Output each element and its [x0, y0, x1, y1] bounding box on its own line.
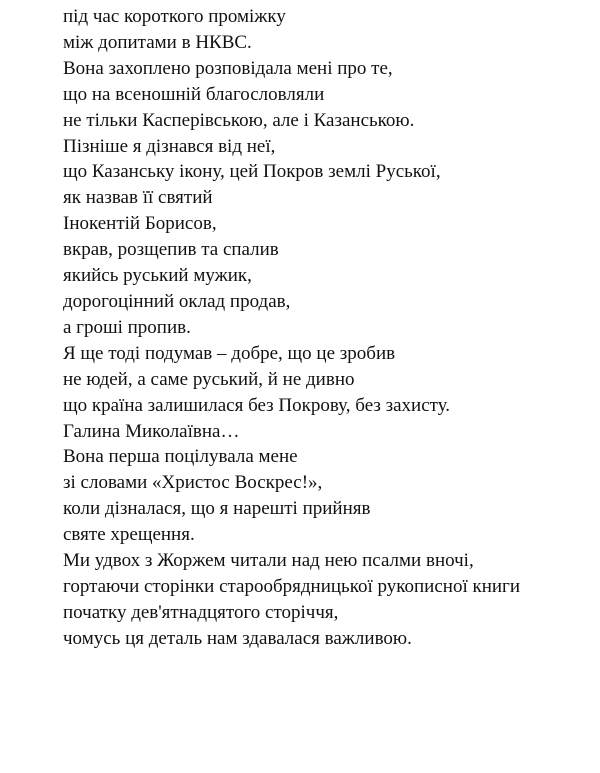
text-line: коли дізналася, що я нарешті прийняв — [63, 498, 371, 520]
text-line: під час короткого проміжку — [63, 6, 286, 27]
text-line: дорогоцінний оклад продав, — [63, 290, 291, 312]
text-line: Вона захоплено розповідала мені про те, — [63, 57, 393, 79]
text-line: Вона перша поцілувала мене — [63, 446, 298, 468]
text-line: як назвав її святий — [63, 187, 213, 209]
text-line: не юдей, а саме руський, й не дивно — [63, 368, 355, 390]
text-line: що на всеношній благословляли — [63, 83, 325, 105]
text-line: що Казанську ікону, цей Покров землі Руської, — [63, 161, 441, 183]
text-line: Інокентій Борисов, — [63, 213, 217, 235]
text-line: святе хрещення. — [63, 524, 195, 546]
text-line: гортаючи сторінки старообрядницької рукописної книги — [63, 575, 521, 597]
text-line: чомусь ця деталь нам здавалася важливою. — [63, 627, 412, 649]
text-line: що країна залишилася без Покрову, без захисту. — [63, 394, 451, 416]
text-line: не тільки Касперівською, але і Казанською. — [63, 109, 415, 131]
text-line: вкрав, розщепив та спалив — [63, 239, 279, 261]
text-line: зі словами «Христос Воскрес!», — [63, 472, 323, 494]
text-line: Я ще тоді подумав – добре, що це зробив — [63, 342, 396, 364]
text-line: початку дев'ятнадцятого сторіччя, — [63, 601, 339, 623]
text-line: між допитами в НКВС. — [63, 31, 252, 53]
text-line: а гроші пропив. — [63, 316, 191, 338]
poem-text — [63, 4, 520, 652]
text-line: Пізніше я дізнався від неї, — [63, 135, 276, 157]
text-line: Галина Миколаївна… — [63, 420, 240, 442]
text-line: якийсь руський мужик, — [63, 265, 252, 287]
text-line: Ми удвох з Жоржем читали над нею псалми вночі, — [63, 550, 474, 572]
